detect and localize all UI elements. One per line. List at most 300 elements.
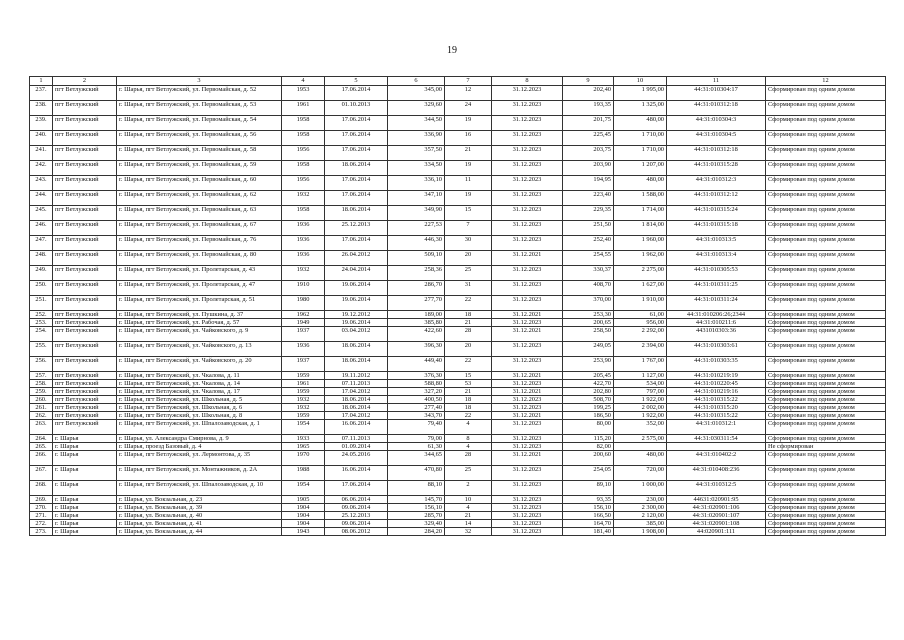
- cell-area: 344,50: [388, 116, 445, 131]
- cell-area: 329,40: [388, 520, 445, 528]
- cell-land-status: Сформирован под одним домом: [766, 311, 886, 319]
- table-row: [30, 319, 886, 327]
- cell-land-status: Сформирован под одним домом: [766, 236, 886, 251]
- cell-address: г. Шарья, пгт Ветлужский, ул. Первомайская, д. 80: [117, 251, 282, 266]
- cell-land-area: 1 814,00: [614, 221, 667, 236]
- cell-cadastral-number: 44:020901:111: [667, 528, 766, 536]
- cell-relocation-date: 31.12.2023: [492, 528, 563, 536]
- cell-cadastral-number: 44:31:010220:45: [667, 380, 766, 388]
- cell-living-area: 508,70: [563, 396, 614, 404]
- cell-land-status: Сформирован под одним домом: [766, 191, 886, 206]
- cell-address: г. Шарья, пгт Ветлужский, ул. Чайковского, д. 13: [117, 342, 282, 357]
- table-row: [30, 420, 886, 435]
- cell-year-built: 1936: [282, 251, 325, 266]
- cell-cadastral-number: 44:31:010315:20: [667, 404, 766, 412]
- cell-year-built: 1980: [282, 296, 325, 311]
- cell-area: 446,30: [388, 236, 445, 251]
- cell-year-built: 1936: [282, 221, 325, 236]
- cell-settlement: пгт Ветлужский: [53, 176, 117, 191]
- cell-row-number: 243.: [30, 176, 53, 191]
- table-row: [30, 481, 886, 496]
- table-row: [30, 191, 886, 206]
- cell-address: г. Шарья, ул. Александра Смирнова, д. 9: [117, 435, 282, 443]
- cell-year-built: 1910: [282, 281, 325, 296]
- cell-row-number: 271.: [30, 512, 53, 520]
- cell-relocation-date: 31.12.2023: [492, 176, 563, 191]
- cell-living-area: 225,45: [563, 131, 614, 146]
- cell-row-number: 249.: [30, 266, 53, 281]
- cell-address: г. Шарья, пгт Ветлужский, ул. Лермонтова, д. 35: [117, 451, 282, 466]
- cell-year-built: 1932: [282, 396, 325, 404]
- cell-area: 258,36: [388, 266, 445, 281]
- cell-row-number: 266.: [30, 451, 53, 466]
- table-row: [30, 86, 886, 101]
- table-row: [30, 496, 886, 504]
- cell-relocation-date: 31.12.2021: [492, 327, 563, 342]
- cell-residents: 7: [445, 221, 492, 236]
- cell-survey-date: 19.06.2014: [325, 296, 388, 311]
- cell-living-area: 249,05: [563, 342, 614, 357]
- column-header: 1: [30, 77, 53, 86]
- cell-residents: 15: [445, 372, 492, 380]
- page-number: 19: [447, 45, 457, 56]
- cell-cadastral-number: 44:31:010311:25: [667, 281, 766, 296]
- cell-land-area: 1 767,00: [614, 357, 667, 372]
- cell-row-number: 258.: [30, 380, 53, 388]
- cell-cadastral-number: 44631:020901:95: [667, 496, 766, 504]
- cell-area: 345,00: [388, 86, 445, 101]
- cell-residents: 19: [445, 161, 492, 176]
- cell-cadastral-number: 44:31:010305:53: [667, 266, 766, 281]
- cell-settlement: пгт Ветлужский: [53, 380, 117, 388]
- cell-survey-date: 18.06.2014: [325, 342, 388, 357]
- cell-year-built: 1962: [282, 311, 325, 319]
- cell-survey-date: 19.11.2012: [325, 372, 388, 380]
- cell-settlement: пгт Ветлужский: [53, 206, 117, 221]
- cell-land-area: 2 292,00: [614, 327, 667, 342]
- cell-cadastral-number: 44:31:010304:3: [667, 116, 766, 131]
- cell-survey-date: 09.06.2014: [325, 504, 388, 512]
- cell-relocation-date: 31.12.2023: [492, 504, 563, 512]
- cell-living-area: 89,10: [563, 481, 614, 496]
- cell-residents: 25: [445, 266, 492, 281]
- cell-residents: 8: [445, 435, 492, 443]
- cell-survey-date: 17.06.2014: [325, 116, 388, 131]
- cell-residents: 22: [445, 357, 492, 372]
- cell-land-area: 2 275,00: [614, 266, 667, 281]
- column-header: 10: [614, 77, 667, 86]
- cell-living-area: 194,95: [563, 176, 614, 191]
- cell-year-built: 1949: [282, 319, 325, 327]
- cell-settlement: пгт Ветлужский: [53, 327, 117, 342]
- cell-survey-date: 19.12.2012: [325, 311, 388, 319]
- cell-row-number: 245.: [30, 206, 53, 221]
- cell-settlement: г. Шарья: [53, 451, 117, 466]
- cell-survey-date: 19.06.2014: [325, 281, 388, 296]
- cell-land-area: [614, 443, 667, 451]
- cell-land-status: Сформирован под одним домом: [766, 357, 886, 372]
- cell-land-area: 1 960,00: [614, 236, 667, 251]
- cell-area: 286,70: [388, 281, 445, 296]
- cell-survey-date: 17.04.2012: [325, 412, 388, 420]
- cell-land-status: Сформирован под одним домом: [766, 412, 886, 420]
- cell-relocation-date: 31.12.2023: [492, 342, 563, 357]
- cell-residents: 11: [445, 176, 492, 191]
- cell-row-number: 273.: [30, 528, 53, 536]
- cell-year-built: 1904: [282, 520, 325, 528]
- cell-address: г. Шарья, проезд Базовый, д. 4: [117, 443, 282, 451]
- cell-residents: 21: [445, 512, 492, 520]
- cell-row-number: 255.: [30, 342, 53, 357]
- table-row: [30, 435, 886, 443]
- table-row: [30, 396, 886, 404]
- cell-land-area: 2 394,00: [614, 342, 667, 357]
- cell-year-built: 1961: [282, 380, 325, 388]
- cell-area: 79,40: [388, 420, 445, 435]
- table-row: [30, 296, 886, 311]
- cell-address: г. Шарья, пгт Ветлужский, ул. Первомайская, д. 56: [117, 131, 282, 146]
- cell-address: г. Шарья, пгт Ветлужский, ул. Чкалова, д. 11: [117, 372, 282, 380]
- table-row: [30, 281, 886, 296]
- cell-settlement: пгт Ветлужский: [53, 266, 117, 281]
- cell-land-status: Сформирован под одним домом: [766, 161, 886, 176]
- cell-settlement: пгт Ветлужский: [53, 161, 117, 176]
- cell-row-number: 254.: [30, 327, 53, 342]
- cell-year-built: 1959: [282, 372, 325, 380]
- cell-settlement: пгт Ветлужский: [53, 191, 117, 206]
- cell-living-area: 186,50: [563, 412, 614, 420]
- cell-land-status: Сформирован под одним домом: [766, 496, 886, 504]
- cell-relocation-date: 31.12.2023: [492, 404, 563, 412]
- cell-living-area: 223,40: [563, 191, 614, 206]
- cell-survey-date: 25.12.2013: [325, 221, 388, 236]
- cell-living-area: 80,00: [563, 420, 614, 435]
- cell-row-number: 259.: [30, 388, 53, 396]
- cell-area: 422,60: [388, 327, 445, 342]
- cell-area: 189,00: [388, 311, 445, 319]
- cell-residents: 24: [445, 101, 492, 116]
- cell-land-status: Не сформирован: [766, 443, 886, 451]
- cell-living-area: 203,75: [563, 146, 614, 161]
- cell-land-status: Сформирован под одним домом: [766, 116, 886, 131]
- cell-year-built: 1961: [282, 101, 325, 116]
- cell-area: 344,65: [388, 451, 445, 466]
- cell-residents: 30: [445, 236, 492, 251]
- register-table-wrapper: [29, 76, 885, 536]
- cell-land-area: 480,00: [614, 451, 667, 466]
- cell-living-area: 82,00: [563, 443, 614, 451]
- cell-residents: 20: [445, 251, 492, 266]
- cell-row-number: 251.: [30, 296, 53, 311]
- cell-cadastral-number: 44:31:010219:19: [667, 372, 766, 380]
- cell-row-number: 238.: [30, 101, 53, 116]
- cell-relocation-date: 31.12.2023: [492, 86, 563, 101]
- cell-year-built: 1959: [282, 388, 325, 396]
- column-header: 9: [563, 77, 614, 86]
- table-row: [30, 451, 886, 466]
- cell-land-area: 956,00: [614, 319, 667, 327]
- cell-relocation-date: 31.12.2023: [492, 236, 563, 251]
- cell-area: 385,80: [388, 319, 445, 327]
- cell-settlement: пгт Ветлужский: [53, 221, 117, 236]
- cell-land-area: 1 127,00: [614, 372, 667, 380]
- table-row: [30, 236, 886, 251]
- cell-address: г. Шарья, пгт Ветлужский, ул. Пролетарская, д. 47: [117, 281, 282, 296]
- cell-relocation-date: 31.12.2021: [492, 388, 563, 396]
- cell-land-status: Сформирован под одним домом: [766, 512, 886, 520]
- cell-address: г. Шарья, пгт Ветлужский, ул. Школьная, д. 8: [117, 412, 282, 420]
- cell-area: 277,70: [388, 296, 445, 311]
- cell-land-area: 1 710,00: [614, 146, 667, 161]
- cell-living-area: 205,45: [563, 372, 614, 380]
- cell-row-number: 263.: [30, 420, 53, 435]
- cell-cadastral-number: 44:31:010311:24: [667, 296, 766, 311]
- cell-address: г. Шарья, пгт Ветлужский, ул. Шпалозаводская, д. 1: [117, 420, 282, 435]
- cell-area: 376,30: [388, 372, 445, 380]
- cell-living-area: 115,20: [563, 435, 614, 443]
- cell-survey-date: 07.11.2013: [325, 435, 388, 443]
- cell-land-area: 1 908,00: [614, 528, 667, 536]
- cell-row-number: 250.: [30, 281, 53, 296]
- cell-year-built: 1932: [282, 404, 325, 412]
- column-header: 2: [53, 77, 117, 86]
- cell-row-number: 240.: [30, 131, 53, 146]
- cell-address: г. Шарья, пгт Ветлужский, ул. Шпалозаводская, д. 10: [117, 481, 282, 496]
- cell-relocation-date: 31.12.2023: [492, 357, 563, 372]
- column-header: 5: [325, 77, 388, 86]
- cell-residents: 22: [445, 296, 492, 311]
- cell-address: г. Шарья, пгт Ветлужский, ул. Первомайская, д. 76: [117, 236, 282, 251]
- cell-cadastral-number: 44:31:010206:26;2344: [667, 311, 766, 319]
- cell-cadastral-number: 44:31:020901:107: [667, 512, 766, 520]
- cell-row-number: 244.: [30, 191, 53, 206]
- cell-residents: 2: [445, 481, 492, 496]
- cell-survey-date: 01.09.2014: [325, 443, 388, 451]
- cell-settlement: г. Шарья: [53, 504, 117, 512]
- cell-cadastral-number: 44:31:010313:4: [667, 251, 766, 266]
- cell-living-area: 252,40: [563, 236, 614, 251]
- cell-living-area: 254,05: [563, 466, 614, 481]
- cell-row-number: 264.: [30, 435, 53, 443]
- cell-residents: 15: [445, 206, 492, 221]
- cell-area: 334,50: [388, 161, 445, 176]
- cell-cadastral-number: 44:31:010219:16: [667, 388, 766, 396]
- table-row: [30, 412, 886, 420]
- cell-land-status: Сформирован под одним домом: [766, 388, 886, 396]
- cell-cadastral-number: 44:31:010402:2: [667, 451, 766, 466]
- column-header: 8: [492, 77, 563, 86]
- cell-land-status: Сформирован под одним домом: [766, 296, 886, 311]
- cell-residents: 19: [445, 191, 492, 206]
- cell-residents: 4: [445, 504, 492, 512]
- cell-area: 327,20: [388, 388, 445, 396]
- cell-residents: 25: [445, 466, 492, 481]
- cell-settlement: пгт Ветлужский: [53, 396, 117, 404]
- cell-settlement: г. Шарья: [53, 512, 117, 520]
- cell-land-area: 534,00: [614, 380, 667, 388]
- cell-land-status: Сформирован под одним домом: [766, 86, 886, 101]
- header-row: [30, 77, 886, 86]
- cell-address: г. Шарья, пгт Ветлужский, ул. Пролетарская, д. 51: [117, 296, 282, 311]
- cell-residents: 4: [445, 420, 492, 435]
- table-row: [30, 206, 886, 221]
- cell-survey-date: 19.06.2014: [325, 319, 388, 327]
- cell-settlement: пгт Ветлужский: [53, 251, 117, 266]
- cell-year-built: 1943: [282, 528, 325, 536]
- cell-year-built: 1958: [282, 131, 325, 146]
- cell-cadastral-number: 44:31:010304:17: [667, 86, 766, 101]
- cell-living-area: 200,65: [563, 319, 614, 327]
- cell-land-status: Сформирован под одним домом: [766, 131, 886, 146]
- cell-relocation-date: 31.12.2023: [492, 520, 563, 528]
- cell-cadastral-number: 44:31:010312:12: [667, 191, 766, 206]
- cell-row-number: 253.: [30, 319, 53, 327]
- cell-address: г. Шарья, ул. Вокзальная, д. 23: [117, 496, 282, 504]
- cell-residents: 31: [445, 281, 492, 296]
- cell-row-number: 269.: [30, 496, 53, 504]
- cell-address: г. Шарья, пгт Ветлужский, ул. Первомайская, д. 53: [117, 101, 282, 116]
- cell-land-area: 1 588,00: [614, 191, 667, 206]
- cell-living-area: 422,70: [563, 380, 614, 388]
- cell-residents: 21: [445, 388, 492, 396]
- cell-land-status: Сформирован под одним домом: [766, 266, 886, 281]
- cell-relocation-date: 31.12.2023: [492, 296, 563, 311]
- cell-cadastral-number: 44:31:010408:236: [667, 466, 766, 481]
- cell-land-area: 720,00: [614, 466, 667, 481]
- cell-address: г. Шарья, пгт Ветлужский, ул. Первомайская, д. 60: [117, 176, 282, 191]
- cell-relocation-date: 31.12.2023: [492, 380, 563, 388]
- cell-area: 227,53: [388, 221, 445, 236]
- cell-cadastral-number: 44:31:010315:22: [667, 396, 766, 404]
- table-row: [30, 342, 886, 357]
- cell-relocation-date: 31.12.2021: [492, 311, 563, 319]
- cell-settlement: пгт Ветлужский: [53, 404, 117, 412]
- cell-area: 277,40: [388, 404, 445, 412]
- cell-relocation-date: 31.12.2023: [492, 481, 563, 496]
- cell-row-number: 242.: [30, 161, 53, 176]
- cell-living-area: 203,90: [563, 161, 614, 176]
- cell-settlement: пгт Ветлужский: [53, 236, 117, 251]
- cell-settlement: пгт Ветлужский: [53, 146, 117, 161]
- cell-address: г. Шарья, пгт Ветлужский, ул. Школьная, д. 6: [117, 404, 282, 412]
- cell-settlement: пгт Ветлужский: [53, 357, 117, 372]
- cell-relocation-date: 31.12.2023: [492, 512, 563, 520]
- cell-land-area: 1 962,00: [614, 251, 667, 266]
- cell-relocation-date: 31.12.2023: [492, 466, 563, 481]
- cell-row-number: 257.: [30, 372, 53, 380]
- cell-settlement: г. Шарья: [53, 435, 117, 443]
- cell-row-number: 237.: [30, 86, 53, 101]
- cell-land-status: Сформирован под одним домом: [766, 435, 886, 443]
- cell-survey-date: 01.10.2013: [325, 101, 388, 116]
- table-row: [30, 404, 886, 412]
- cell-cadastral-number: 44:31:010315:18: [667, 221, 766, 236]
- cell-year-built: 1936: [282, 236, 325, 251]
- cell-land-status: Сформирован под одним домом: [766, 327, 886, 342]
- cell-year-built: 1988: [282, 466, 325, 481]
- cell-land-status: Сформирован под одним домом: [766, 319, 886, 327]
- cell-land-area: 230,00: [614, 496, 667, 504]
- cell-living-area: 370,00: [563, 296, 614, 311]
- cell-settlement: г. Шарья: [53, 443, 117, 451]
- cell-area: 61,30: [388, 443, 445, 451]
- cell-land-area: 1 910,00: [614, 296, 667, 311]
- cell-year-built: 1904: [282, 504, 325, 512]
- cell-survey-date: 18.06.2014: [325, 357, 388, 372]
- cell-cadastral-number: 44:31:010315:24: [667, 206, 766, 221]
- cell-year-built: 1958: [282, 116, 325, 131]
- table-row: [30, 161, 886, 176]
- cell-relocation-date: 31.12.2023: [492, 496, 563, 504]
- cell-cadastral-number: 44:31:020901:108: [667, 520, 766, 528]
- cell-relocation-date: 31.12.2023: [492, 116, 563, 131]
- cell-area: 336,90: [388, 131, 445, 146]
- cell-row-number: 241.: [30, 146, 53, 161]
- cell-year-built: 1958: [282, 161, 325, 176]
- cell-living-area: 166,50: [563, 512, 614, 520]
- cell-living-area: 330,37: [563, 266, 614, 281]
- cell-survey-date: 16.06.2014: [325, 466, 388, 481]
- cell-land-area: 1 627,00: [614, 281, 667, 296]
- cell-address: г. Шарья, пгт Ветлужский, ул. Первомайская, д. 54: [117, 116, 282, 131]
- cell-land-area: 1 000,00: [614, 481, 667, 496]
- cell-land-area: 61,00: [614, 311, 667, 319]
- cell-address: г. Шарья, пгт Ветлужский, ул. Чкалова, д. 17: [117, 388, 282, 396]
- cell-year-built: 1905: [282, 496, 325, 504]
- cell-relocation-date: 31.12.2023: [492, 319, 563, 327]
- cell-cadastral-number: 44:31:010312:18: [667, 146, 766, 161]
- table-row: [30, 131, 886, 146]
- cell-living-area: 156,10: [563, 504, 614, 512]
- column-header: 11: [667, 77, 766, 86]
- cell-area: 343,70: [388, 412, 445, 420]
- cell-cadastral-number: 44:31:010313:5: [667, 236, 766, 251]
- column-header: 7: [445, 77, 492, 86]
- cell-residents: 28: [445, 327, 492, 342]
- cell-year-built: 1965: [282, 443, 325, 451]
- cell-survey-date: 16.06.2014: [325, 420, 388, 435]
- cell-settlement: пгт Ветлужский: [53, 311, 117, 319]
- cell-land-status: Сформирован под одним домом: [766, 281, 886, 296]
- cell-living-area: 199,25: [563, 404, 614, 412]
- cell-survey-date: 17.06.2014: [325, 236, 388, 251]
- cell-address: г. Шарья, пгт Ветлужский, ул. Первомайская, д. 62: [117, 191, 282, 206]
- cell-survey-date: 17.04.2012: [325, 388, 388, 396]
- cell-relocation-date: 31.12.2023: [492, 131, 563, 146]
- cell-settlement: г. Шарья: [53, 481, 117, 496]
- cell-survey-date: 18.06.2014: [325, 404, 388, 412]
- cell-relocation-date: 31.12.2021: [492, 251, 563, 266]
- cell-cadastral-number: 4431010303:36: [667, 327, 766, 342]
- cell-address: г. Шарья, пгт Ветлужский, ул. Первомайская, д. 52: [117, 86, 282, 101]
- cell-cadastral-number: 44:31:010312:5: [667, 481, 766, 496]
- cell-address: г. Шарья, пгт Ветлужский, ул. Первомайская, д. 67: [117, 221, 282, 236]
- cell-land-status: Сформирован под одним домом: [766, 466, 886, 481]
- cell-survey-date: 18.06.2014: [325, 206, 388, 221]
- cell-row-number: 260.: [30, 396, 53, 404]
- cell-year-built: 1956: [282, 176, 325, 191]
- table-row: [30, 327, 886, 342]
- table-row: [30, 116, 886, 131]
- cell-residents: 21: [445, 146, 492, 161]
- table-row: [30, 221, 886, 236]
- cell-living-area: 201,75: [563, 116, 614, 131]
- cell-year-built: 1953: [282, 86, 325, 101]
- cell-address: г. Шарья, пгт Ветлужский, ул. Пролетарская, д. 43: [117, 266, 282, 281]
- cell-land-area: 1 922,00: [614, 396, 667, 404]
- cell-land-status: Сформирован под одним домом: [766, 481, 886, 496]
- cell-year-built: 1954: [282, 420, 325, 435]
